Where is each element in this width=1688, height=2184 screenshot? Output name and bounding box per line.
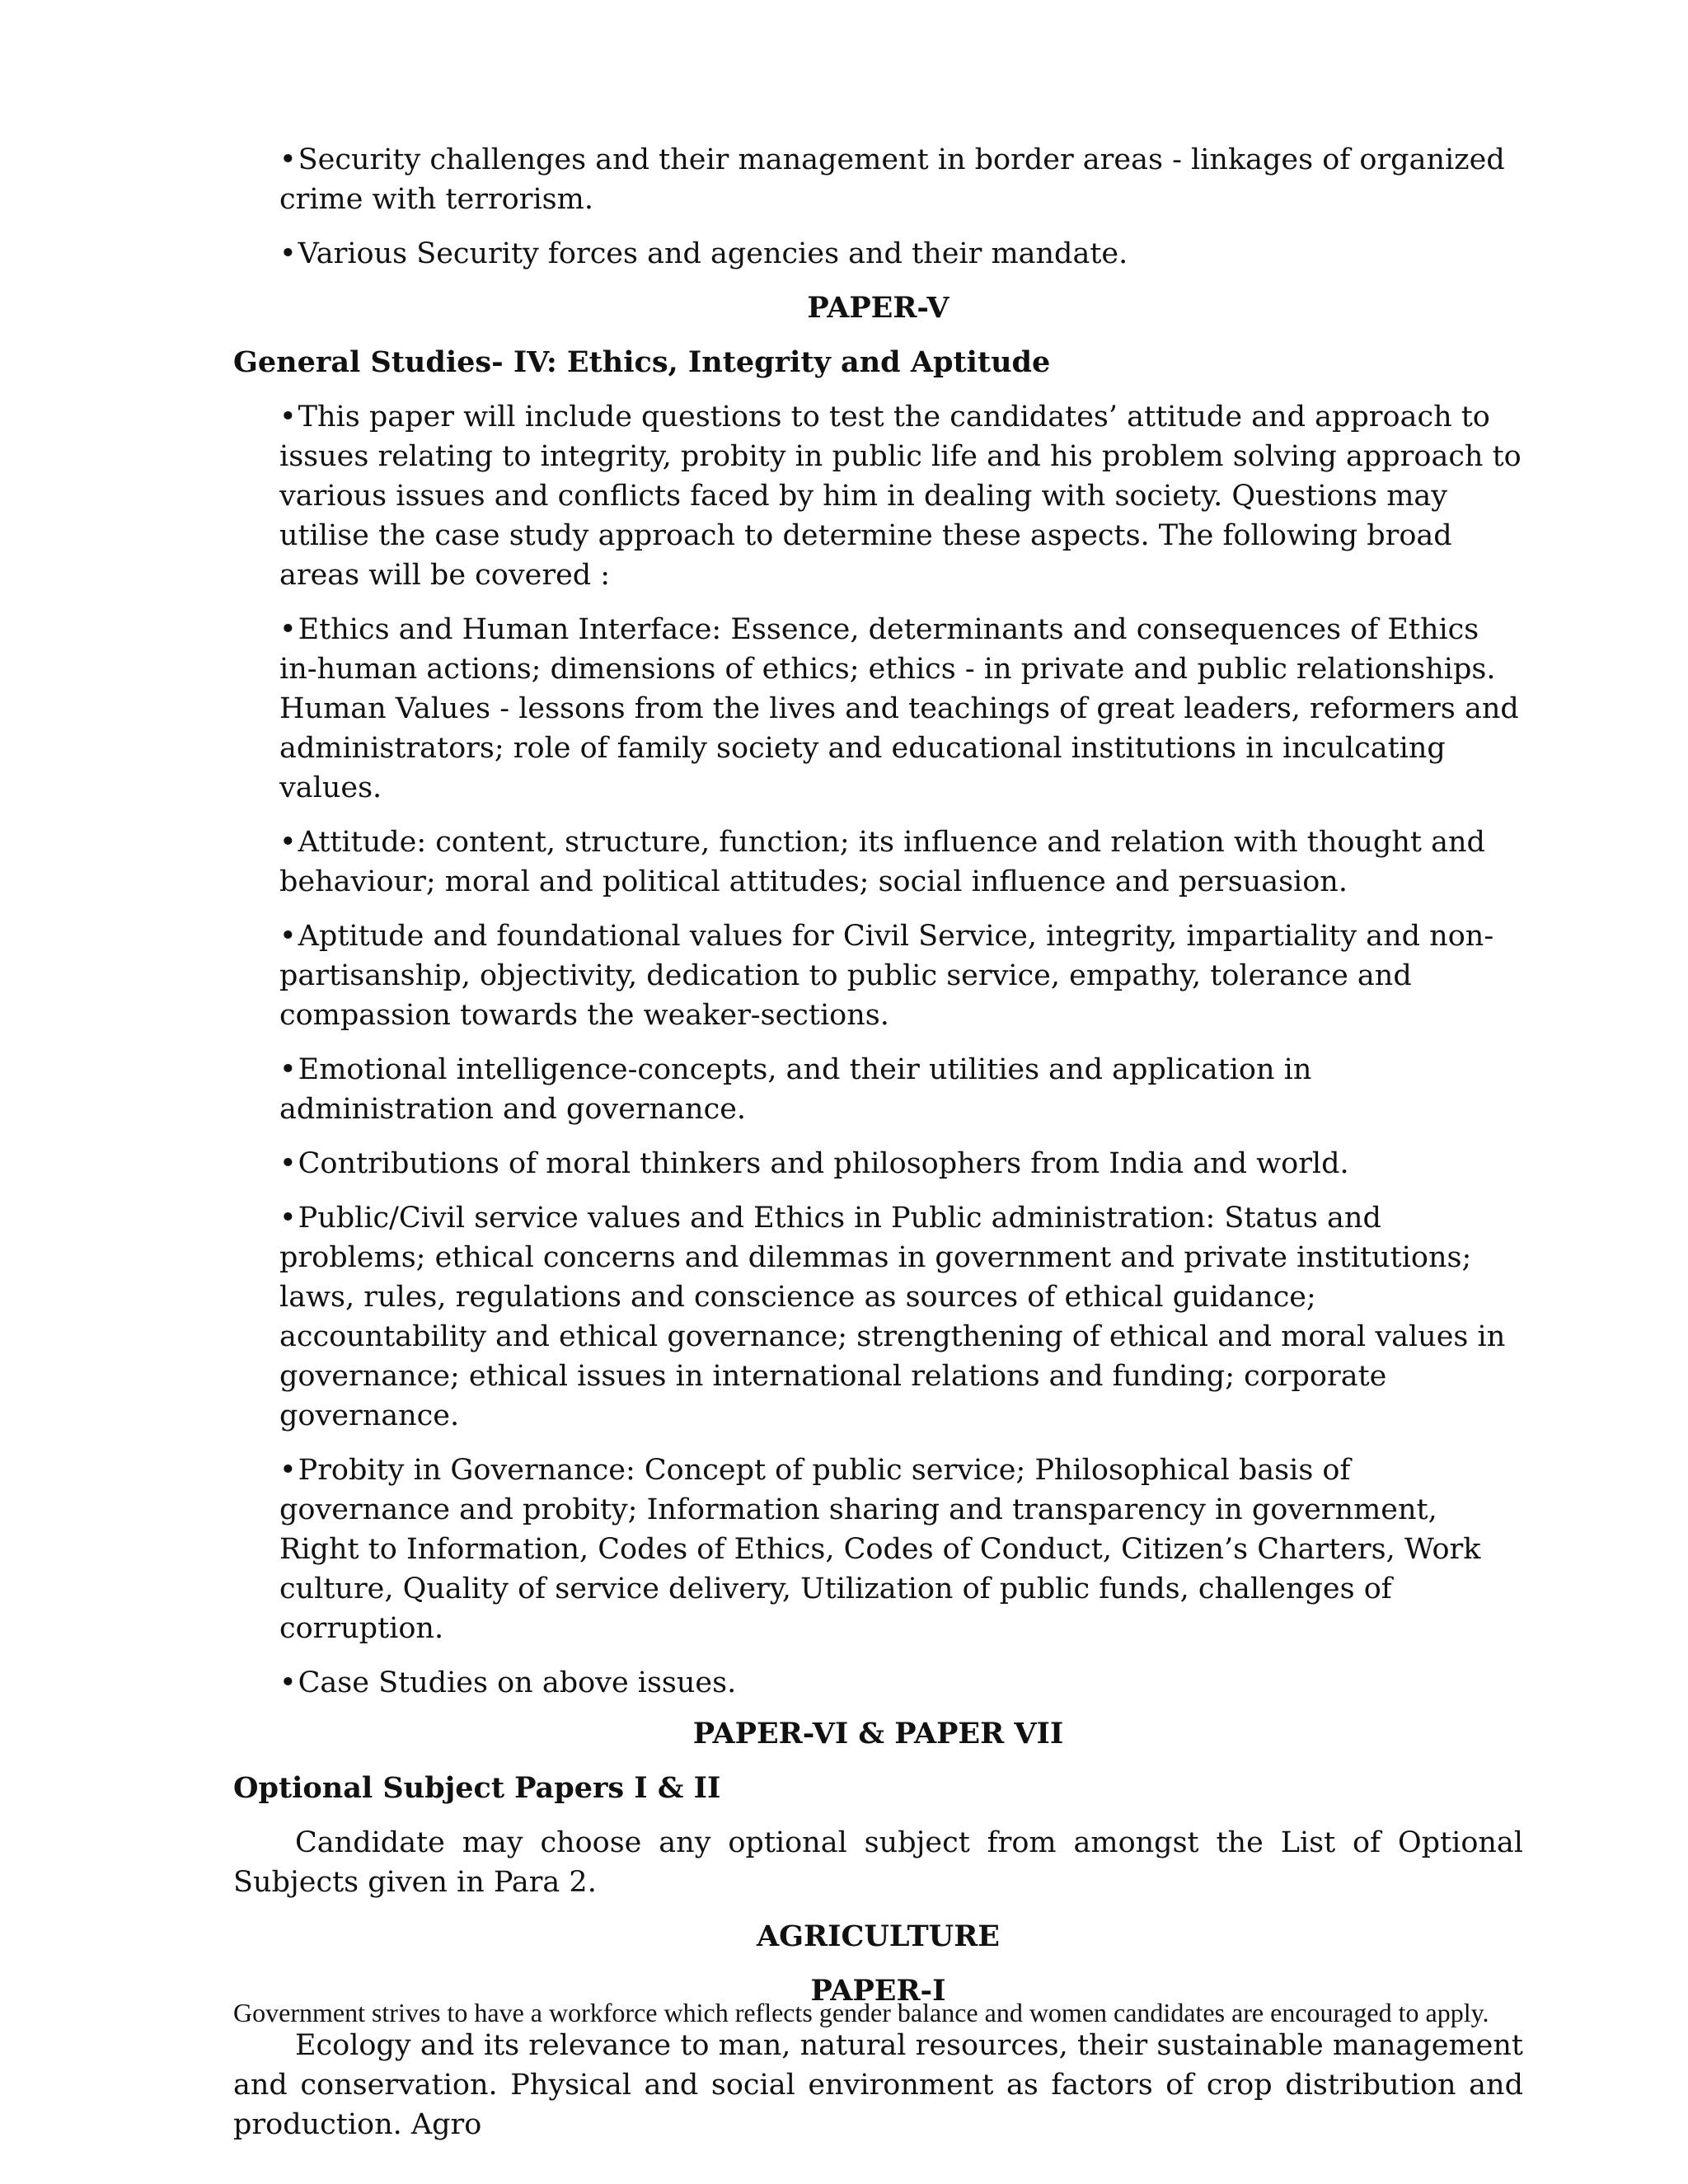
- bullet-probity-governance: [279, 1451, 1523, 1648]
- bullet-marker: •: [279, 143, 297, 176]
- bullet-marker: •: [279, 1666, 297, 1699]
- bullet-text: Various Security forces and agencies and their mandate.: [298, 237, 1128, 270]
- bullet-marker: •: [279, 1454, 297, 1487]
- bullet-marker: •: [279, 1147, 297, 1180]
- paper-vi-vii-heading: PAPER-VI & PAPER VII: [692, 1717, 1064, 1750]
- bullet-emotional-intelligence: [279, 1050, 1523, 1129]
- bullet-text: Attitude: content, structure, function; its influence and relation with thought and behaviour; moral and political attitudes; social influence and persuasion.: [279, 826, 1485, 898]
- bullet-text: Aptitude and foundational values for Civil Service, integrity, impartiality and non-partisanship, objectivity, dedication to public service, empathy, tolerance and compassion towards the weaker-sections.: [279, 920, 1494, 1032]
- bullet-marker: •: [279, 401, 297, 434]
- page-footer: Government strives to have a workforce which reflects gender balance and women candidates are encouraged to apply.: [233, 1998, 1489, 2027]
- bullet-attitude: [279, 823, 1523, 902]
- bullet-ethics-human-interface: [279, 610, 1523, 808]
- bullet-text: This paper will include questions to test the candidates’ attitude and approach to issues relating to integrity, probity in public life and his problem solving approach to various issues and conflicts faced by him in dealing with society. Questions may utilise the case study approach to determine these aspects. The following broad areas will be covered :: [279, 401, 1522, 592]
- bullet-case-studies: [279, 1663, 1523, 1703]
- bullet-marker: •: [279, 613, 297, 646]
- bullet-paper-intro: [279, 397, 1523, 595]
- bullet-security-forces: [279, 234, 1523, 274]
- bullet-text: Emotional intelligence-concepts, and their utilities and application in administration and governance.: [279, 1053, 1312, 1126]
- bullet-text: Public/Civil service values and Ethics in Public administration: Status and problems; ethical concerns and dilemmas in government and private institutions; laws, rules, regulations and conscience as sources of ethical guidance; accountability and ethical governance; strengthening of ethical and moral values in governance; ethical issues in international relations and funding; corporate governance.: [279, 1202, 1506, 1432]
- agriculture-paper-i-heading: PAPER-I: [810, 1974, 946, 2008]
- bullet-text: Ethics and Human Interface: Essence, determinants and consequences of Ethics in-human actions; dimensions of ethics; ethics - in private and public relationships. Human Values - lessons from the lives and teachings of great leaders, reformers and administrators; role of family society and educational institutions in inculcating values.: [279, 613, 1519, 804]
- optional-subject-paragraph: Candidate may choose any optional subject from amongst the List of Optional Subjects given in Para 2.: [233, 1826, 1523, 1899]
- bullet-text: Security challenges and their management in border areas - linkages of organized crime with terrorism.: [279, 143, 1505, 216]
- agriculture-paragraph: Ecology and its relevance to man, natural resources, their sustainable management and conservation. Physical and social environment as factors of crop distribution and production. Agro: [233, 2029, 1523, 2141]
- general-studies-iv-title: General Studies- IV: Ethics, Integrity and Aptitude: [233, 345, 1051, 379]
- bullet-marker: •: [279, 1053, 297, 1086]
- bullet-marker: •: [279, 1202, 297, 1235]
- bullet-border-security: [279, 140, 1523, 219]
- bullet-text: Probity in Governance: Concept of public service; Philosophical basis of governance and probity; Information sharing and transparency in government, Right to Information, Codes of Ethics, Codes of Conduct, Citizen’s Charters, Work culture, Quality of service delivery, Utilization of public funds, challenges of corruption.: [279, 1454, 1481, 1645]
- paper-v-heading: PAPER-V: [807, 291, 950, 325]
- bullet-text: Case Studies on above issues.: [298, 1666, 737, 1699]
- bullet-marker: •: [279, 920, 297, 953]
- bullet-text: Contributions of moral thinkers and philosophers from India and world.: [298, 1147, 1349, 1180]
- bullet-aptitude: [279, 916, 1523, 1035]
- bullet-marker: •: [279, 826, 297, 859]
- agriculture-heading: AGRICULTURE: [757, 1919, 1000, 1953]
- document-body: [233, 140, 1523, 2159]
- bullet-moral-thinkers: [279, 1144, 1523, 1183]
- optional-subject-title: Optional Subject Papers I & II: [233, 1771, 721, 1805]
- bullet-public-service-values: [279, 1198, 1523, 1436]
- bullet-marker: •: [279, 237, 297, 270]
